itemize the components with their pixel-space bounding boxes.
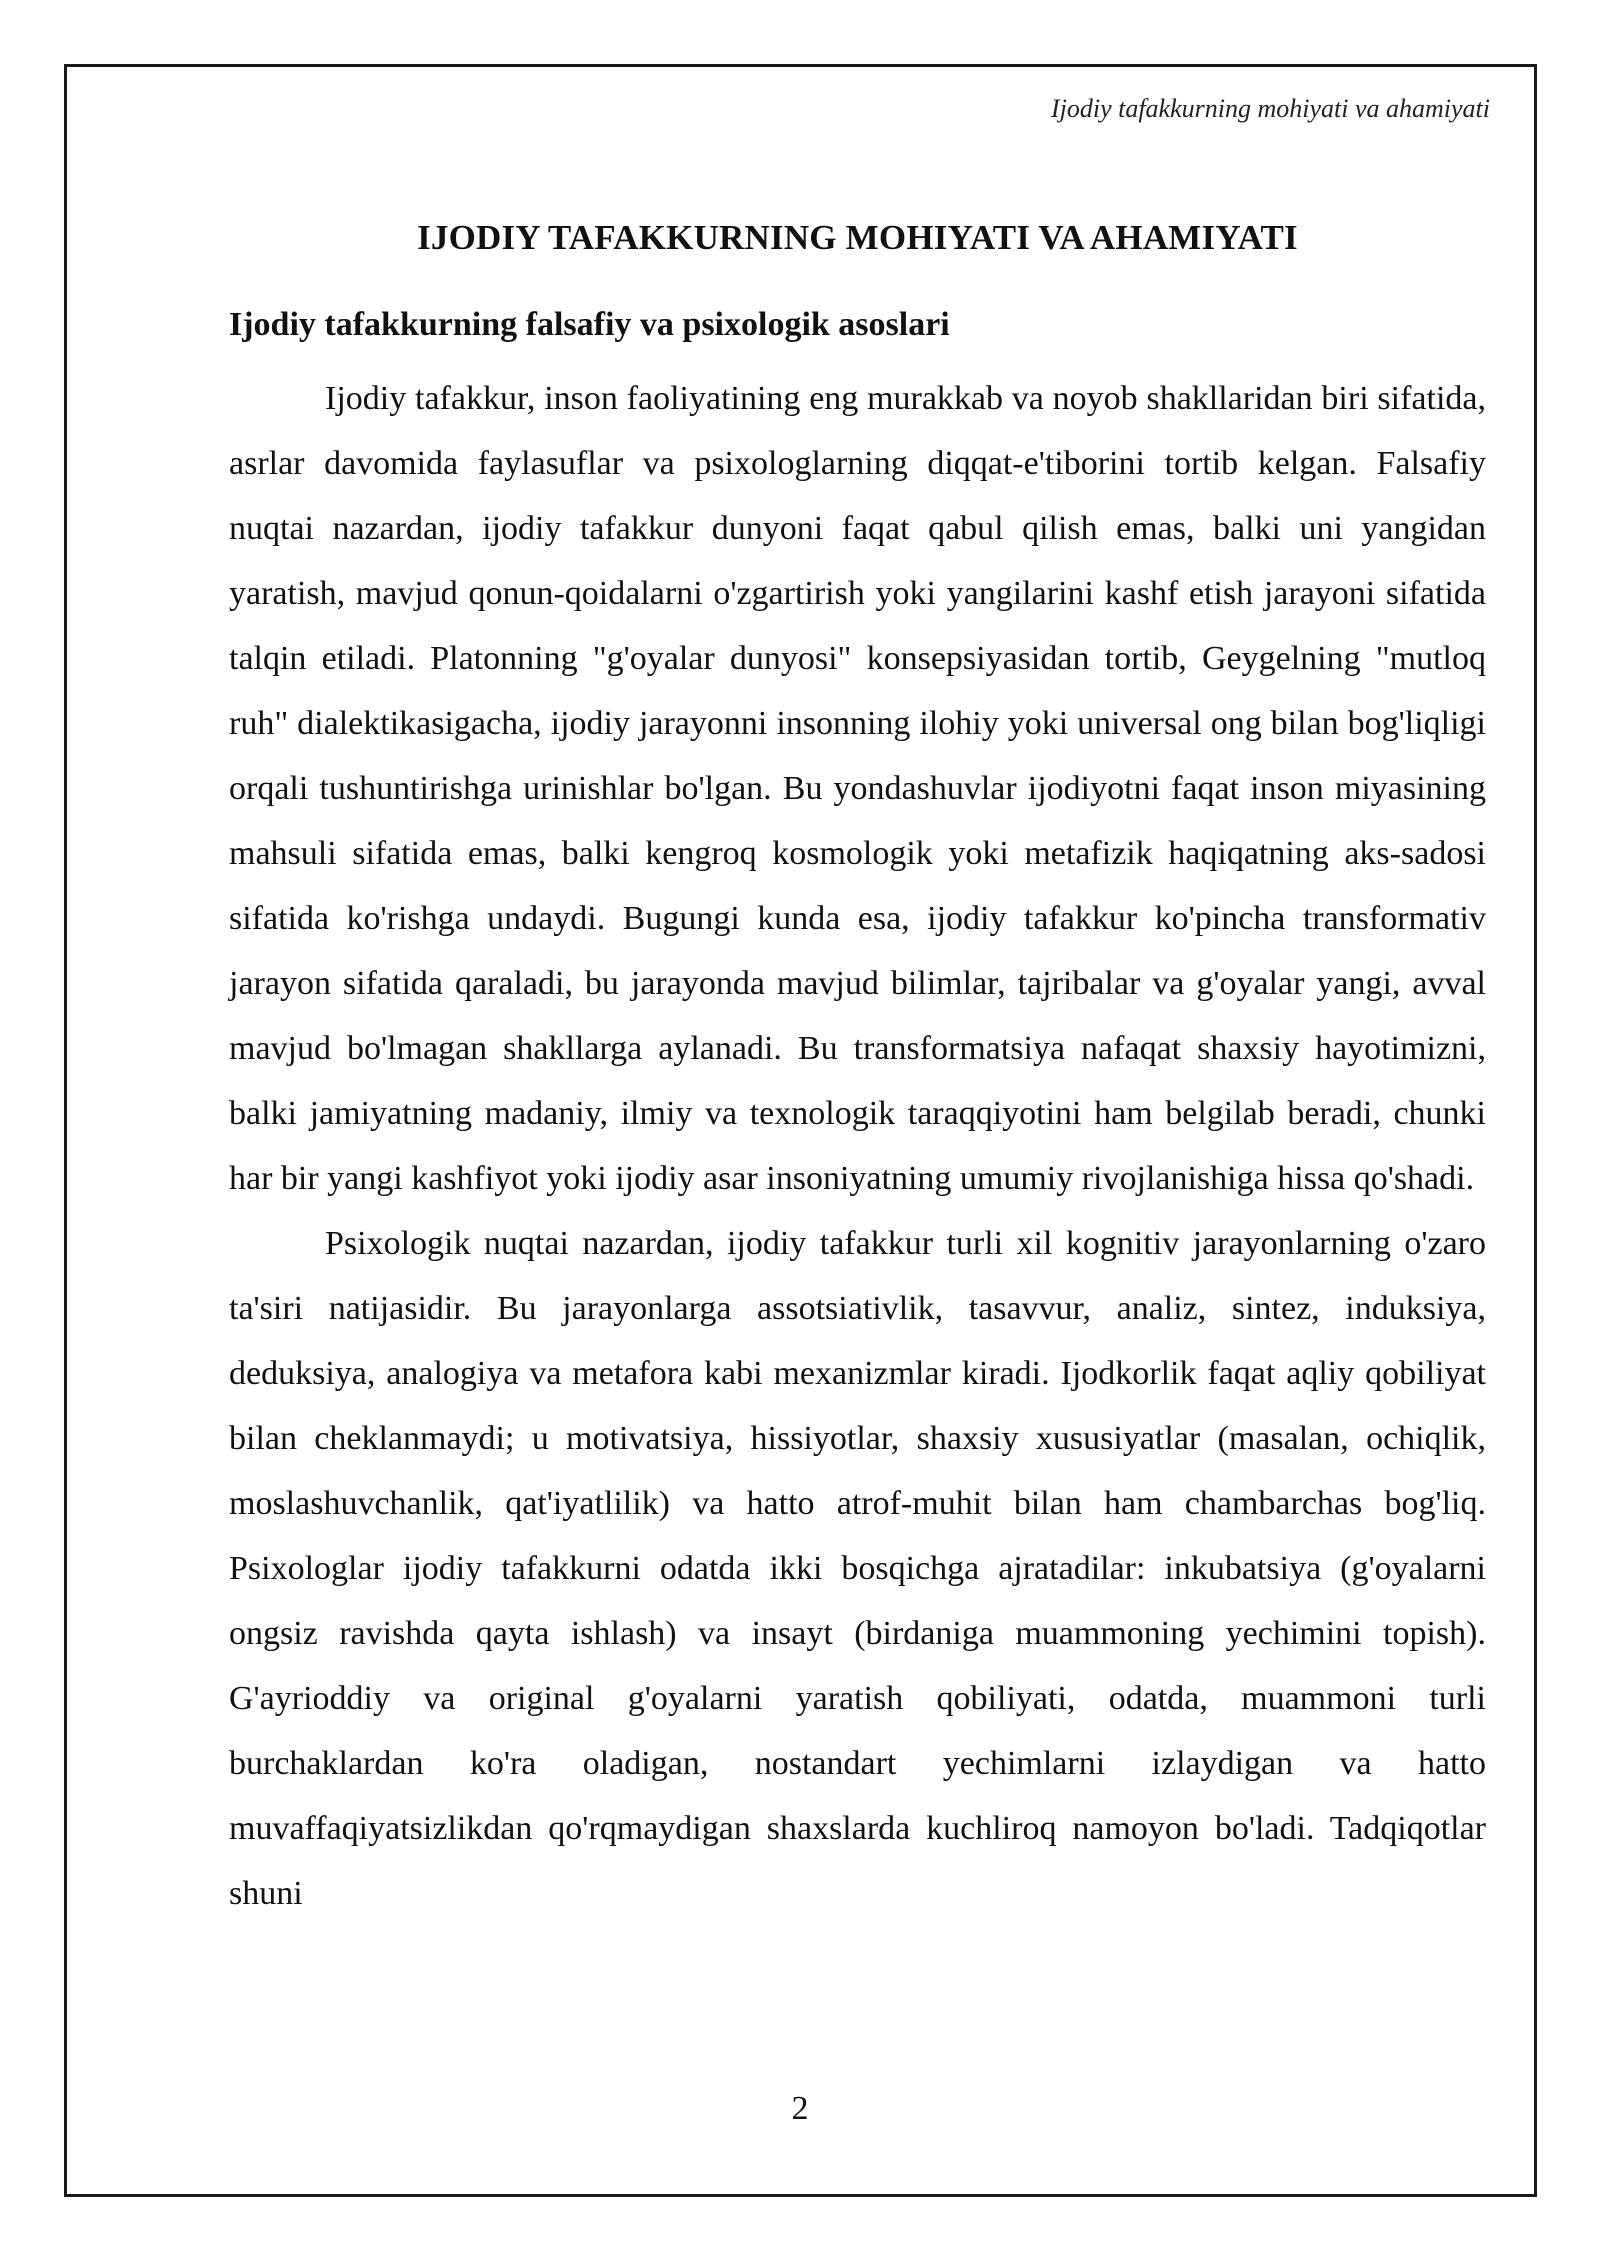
- body-paragraph-1: Ijodiy tafakkur, inson faoliyatining eng murakkab va noyob shakllaridan biri sifatida, asrlar davomida faylasuflar va psixologlarning diqqat-e'tiborini tortib kelgan. Falsafiy nuqtai nazardan, ijodiy tafakkur dunyoni faqat qabul qilish emas, balki uni yangidan yaratish, mavjud qonun-qoidalarni o'zgartirish yoki yangilarini kashf etish jarayoni sifatida talqin etiladi. Platonning "g'oyalar dunyosi" konsepsiyasidan tortib, Geygelning "mutloq ruh" dialektikasigacha, ijodiy jarayonni insonning ilohiy yoki universal ong bilan bog'liqligi orqali tushuntirishga urinishlar bo'lgan. Bu yondashuvlar ijodiyotni faqat inson miyasining mahsuli sifatida emas, balki kengroq kosmologik yoki metafizik haqiqatning aks-sadosi sifatida ko'rishga undaydi. Bugungi kunda esa, ijodiy tafakkur ko'pincha transformativ jarayon sifatida qaraladi, bu jarayonda mavjud bilimlar, tajribalar va g'oyalar yangi, avval mavjud bo'lmagan shakllarga aylanadi. Bu transformatsiya nafaqat shaxsiy hayotimizni, balki jamiyatning madaniy, ilmiy va texnologik taraqqiyotini ham belgilab beradi, chunki har bir yangi kashfiyot yoki ijodiy asar insoniyatning umumiy rivojlanishiga hissa qo'shadi.: [229, 380, 1486, 1197]
- document-body: [229, 218, 1486, 1926]
- section-heading: Ijodiy tafakkurning falsafiy va psixologik asoslari: [229, 306, 950, 343]
- page-number: 2: [791, 2090, 809, 2127]
- running-header: Ijodiy tafakkurning mohiyati va ahamiyati: [1050, 94, 1490, 123]
- document-title: IJODIY TAFAKKURNING MOHIYATI VA AHAMIYATI: [417, 218, 1298, 257]
- body-paragraph-2: Psixologik nuqtai nazardan, ijodiy tafakkur turli xil kognitiv jarayonlarning o'zaro ta'siri natijasidir. Bu jarayonlarga assotsiativlik, tasavvur, analiz, sintez, induksiya, deduksiya, analogiya va metafora kabi mexanizmlar kiradi. Ijodkorlik faqat aqliy qobiliyat bilan cheklanmaydi; u motivatsiya, hissiyotlar, shaxsiy xususiyatlar (masalan, ochiqlik, moslashuvchanlik, qat'iyatlilik) va hatto atrof-muhit bilan ham chambarchas bog'liq. Psixologlar ijodiy tafakkurni odatda ikki bosqichga ajratadilar: inkubatsiya (g'oyalarni ongsiz ravishda qayta ishlash) va insayt (birdaniga muammoning yechimini topish). G'ayrioddiy va original g'oyalarni yaratish qobiliyati, odatda, muammoni turli burchaklardan ko'ra oladigan, nostandart yechimlarni izlaydigan va hatto muvaffaqiyatsizlikdan qo'rqmaydigan shaxslarda kuchliroq namoyon bo'ladi. Tadqiqotlar shuni: [229, 1225, 1486, 1912]
